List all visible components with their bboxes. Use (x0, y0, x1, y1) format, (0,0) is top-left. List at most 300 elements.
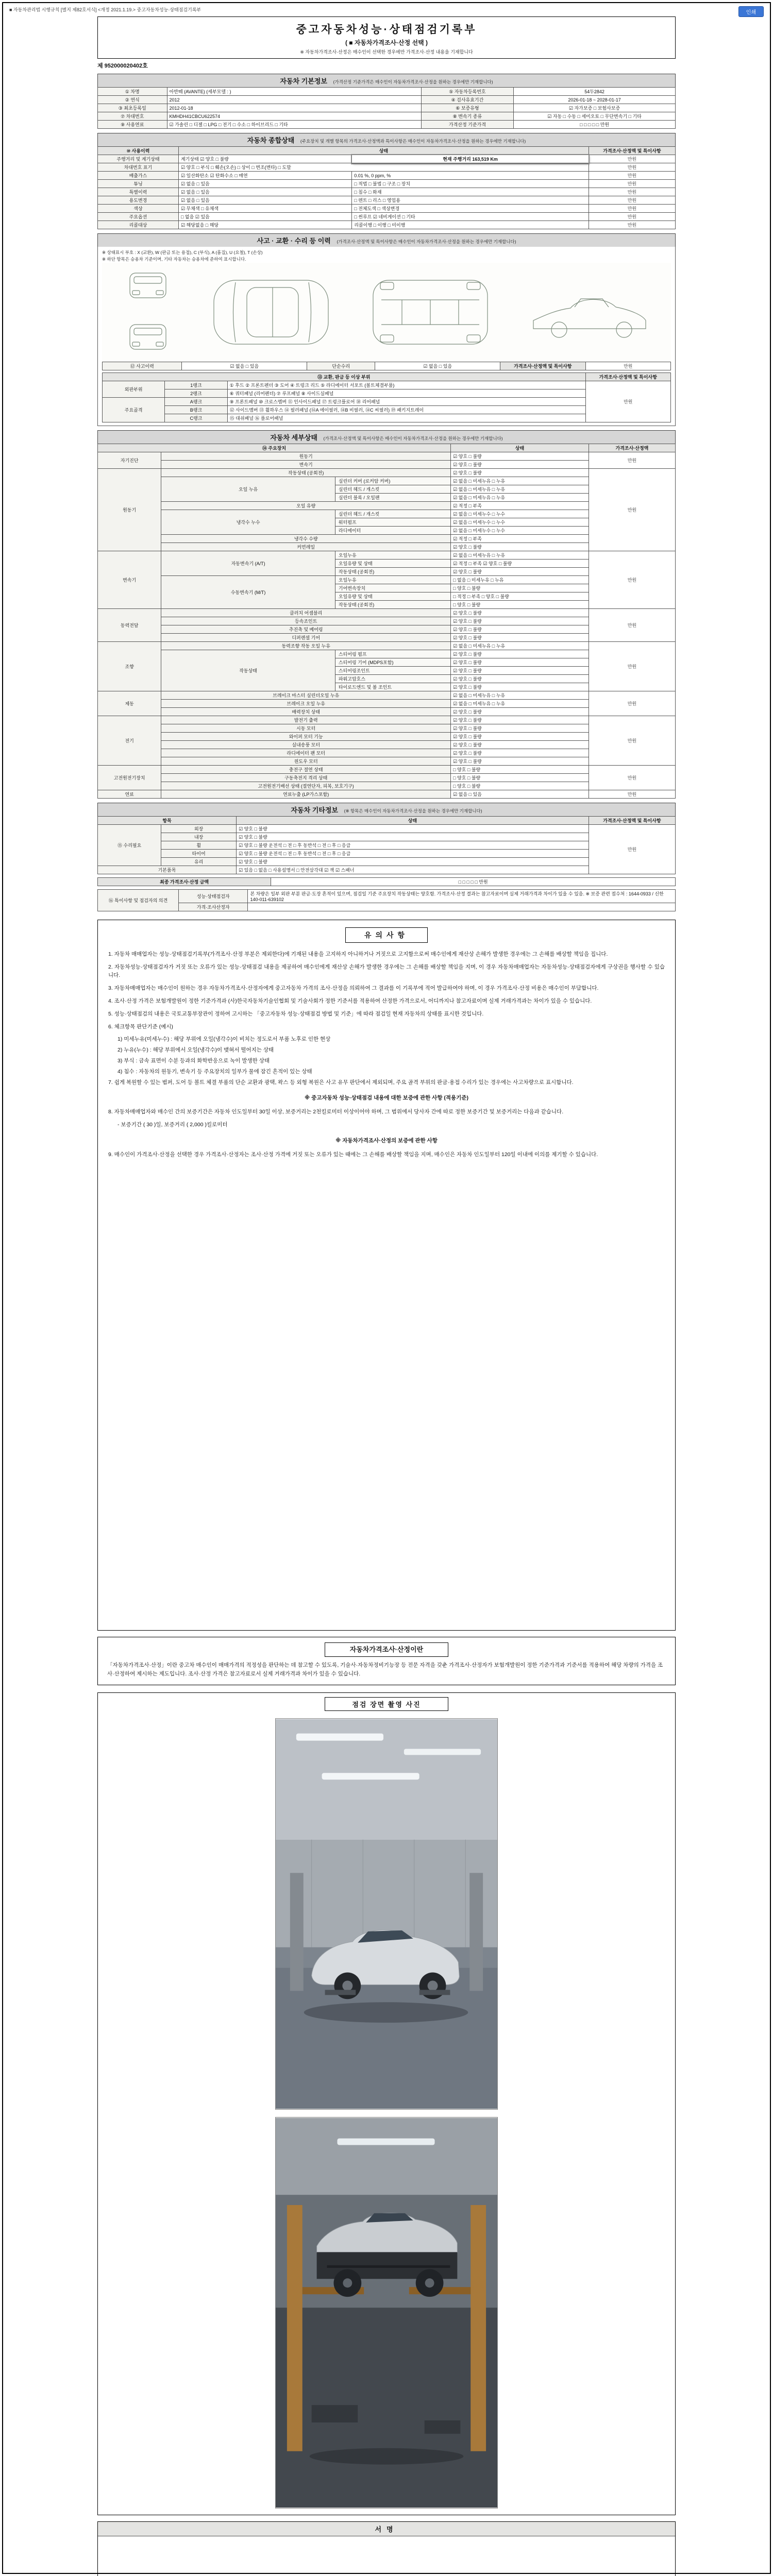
table-row (98, 716, 676, 724)
table-cell: 리콜이행 □ 이행 □ 미이행 (352, 221, 589, 229)
table-cell: 유리 (161, 857, 237, 866)
table-cell: □ 양호 □ 불량 (451, 600, 589, 608)
table-cell: ☑ 양호 □ 불량 운전석 □ 전 □ 후 동반석 □ 전 □ 후 □ 응급 (237, 841, 589, 849)
table-cell: 만원 (589, 213, 675, 221)
table-cell: ① 후드 ② 프론트펜더 ③ 도어 ④ 트렁크 리드 ⑤ 라디에이터 서포트 (볼트체결부품) (227, 381, 585, 389)
overall-condition-table (97, 146, 676, 229)
table-cell: ③ 최초등록일 (98, 104, 167, 112)
pricing-info-section (97, 1637, 676, 1685)
inspection-photos-section (97, 1692, 676, 2515)
notice-title: 유의사항 (345, 927, 428, 943)
inspection-photo-lift (275, 1718, 498, 2110)
table-cell: ☑ 양호 □ 불량 (451, 617, 589, 625)
table-cell: 브레이크 마스터 실린더오일 누유 (161, 691, 451, 699)
table-cell: ☑ 없음 □ 미세누유 □ 누유 (451, 477, 589, 485)
section-etc-title (97, 803, 676, 816)
table-cell: ☑ 양호 □ 불량 (451, 732, 589, 740)
table-row (98, 765, 676, 773)
car-side-view-diagram (525, 267, 654, 358)
photos-title: 점검 장면 촬영 사진 (325, 1697, 448, 1711)
form-reference-note: ■ 자동차관리법 시행규칙 [별지 제82호서식] <개정 2021.1.19.> 중고자동차성능·상태점검기록부 (9, 7, 201, 12)
table-cell: 자기진단 (98, 452, 161, 468)
table-cell: 아반떼 (AVANTE) (세부모델 : ) (167, 88, 421, 96)
table-cell: ☑ 양호 □ 불량 (237, 824, 589, 833)
table-cell: ☑ 없음 □ 있음 (178, 196, 351, 205)
table-cell: 조향 (98, 641, 161, 691)
notice-item: ※ 자동차가격조사·산정의 보증에 관한 사항 (335, 1137, 438, 1144)
car-top-view-diagram (207, 267, 335, 358)
top-bar (8, 5, 765, 16)
table-cell: ☑ 양호 □ 불량 (451, 716, 589, 724)
table-cell: 오일누유 (335, 551, 450, 559)
table-cell: 윈도우 모터 (161, 757, 451, 765)
table-cell: 만원 (589, 824, 675, 874)
table-cell: 타이어 (161, 849, 237, 857)
table-cell: 외장 (161, 824, 237, 833)
table-row (98, 121, 676, 129)
document-header (97, 16, 676, 59)
table-cell: ☑ 없음 □ 미세누유 □ 누유 (451, 551, 589, 559)
table-cell: 냉각수 누수 (161, 510, 335, 534)
table-cell: 특별이력 (98, 188, 179, 196)
section-basic-note: (가격산정 기준가격은 매수인이 자동차가격조사·산정을 원하는 경우에만 기재합니다) (333, 79, 493, 84)
section-detail-title (97, 430, 676, 444)
signature-section (97, 2521, 676, 2576)
table-cell: ☑ 무채색 □ 유채색 (178, 205, 351, 213)
table-cell: 0.01 %, 0 ppm, % (352, 172, 589, 180)
table-cell: ☑ 양호 □ 불량 (451, 543, 589, 551)
table-cell: 원동기 (161, 452, 451, 460)
table-row (98, 477, 676, 485)
table-cell: 오일유량 및 상태 (335, 592, 450, 600)
table-row (103, 372, 671, 381)
table-row (98, 889, 676, 903)
etc-info-table (97, 816, 676, 874)
table-cell: ☑ 자가보증 □ 보험사보증 (514, 104, 676, 112)
table-cell: ☑ 없음 □ 미세누유 □ 누유 (451, 691, 589, 699)
table-row (98, 163, 676, 172)
table-cell: 배출가스 (98, 172, 179, 180)
table-row (98, 510, 676, 518)
table-cell: ☑ 없음 □ 있음 (178, 188, 351, 196)
pricing-info-title: 자동차가격조사·산정이란 (325, 1642, 448, 1657)
table-cell: ☑ 가솔린 □ 디젤 □ LPG □ 전기 □ 수소 □ 하이브리드 □ 기타 (167, 121, 421, 129)
page-frame (2, 2, 771, 2574)
table-cell: 작동상태 (공회전) (335, 600, 450, 608)
notice-item: 1. 자동차 매매업자는 성능·상태점검기록부(가격조사·산정 부분은 제외한다)에 기재된 내용을 고지하지 아니하거나 거짓으로 고지함으로써 매수인에게 재산상 손해가 발생한 경우에는 그 손해를 배상할 책임을 집니다. (108, 951, 608, 957)
table-cell: 본 차량은 일부 외판 부분 판금·도장 흔적이 있으며, 점검일 기준 주요장치 작동상태는 양호함. 가격조사·산정 결과는 참고자료이며 실제 거래가격과 차이가 있을 수 있음. ※ 보증 관련 접수처 : 1644-0933 / 신한 140-011-639102 (248, 889, 676, 903)
table-cell: ☑ 양호 □ 불량 (451, 625, 589, 633)
notice-item: 3. 자동차매매업자는 매수인이 원하는 경우 자동차가격조사·산정자에게 중고자동차 가격의 조사·산정을 의뢰하여 그 결과를 이 기록부에 적어 발급하여야 하며, 이 경우 가격조사·산정 비용은 매수인이 부담합니다. (108, 985, 599, 992)
table-row (98, 104, 676, 112)
table-cell: 만원 (589, 205, 675, 213)
table-row (98, 849, 676, 857)
table-row (98, 633, 676, 641)
table-row (98, 112, 676, 121)
table-cell: 실린더 헤드 / 개스킷 (335, 510, 450, 518)
section-overall-title (97, 133, 676, 146)
table-cell: 오일 유량 (161, 501, 451, 510)
table-row (98, 221, 676, 229)
table-cell: 성능·상태점검자 (178, 889, 248, 903)
table-row (103, 414, 671, 422)
accident-history-table (102, 362, 671, 370)
table-row (98, 707, 676, 716)
table-cell: ⑯ 특이사항 및 점검자의 의견 (98, 889, 179, 911)
section-accident-note: (가격조사·산정액 및 특이사항은 매수인이 자동차가격조사·산정을 원하는 경우에만 기재합니다) (337, 239, 516, 244)
table-cell: 색상 (98, 205, 179, 213)
table-row (98, 732, 676, 740)
notice-item: 4) 침수 : 자동차의 원동기, 변속기 등 주요장치의 일부가 물에 잠긴 흔적이 있는 상태 (117, 1068, 312, 1075)
table-cell: ☑ 없음 □ 미세누유 □ 누유 (451, 699, 589, 707)
table-row (98, 740, 676, 749)
table-cell: 주행거리 및 계기상태 (98, 155, 179, 163)
table-cell: 만원 (589, 551, 675, 608)
table-row (98, 724, 676, 732)
table-cell: 내장 (161, 833, 237, 841)
table-cell: ⑮ 수리필요 (98, 824, 161, 866)
table-cell: 실린더 헤드 / 개스킷 (335, 485, 450, 493)
table-cell: 만원 (585, 381, 670, 422)
table-row (98, 691, 676, 699)
table-row (98, 501, 676, 510)
document-title: 중고자동차성능·상태점검기록부 (296, 24, 477, 36)
table-header-cell: 가격조사·산정액 및 특이사항 (589, 147, 675, 155)
table-cell: ④ 검사유효기간 (421, 96, 513, 104)
table-row (98, 782, 676, 790)
table-cell: 오일 누유 (161, 477, 335, 501)
table-cell: □ 썬루프 ☑ 네비게이션 □ 기타 (352, 213, 589, 221)
table-cell: ⑨ 프론트패널 ⑩ 크로스멤버 ⑪ 인사이드패널 ⑰ 트렁크플로어 ⑱ 리어패널 (227, 397, 585, 405)
table-header-cell: 상태 (237, 816, 589, 824)
table-cell: ☑ 없음 □ 미세누유 □ 누유 (451, 493, 589, 501)
table-cell: ☑ 양호 □ 불량 (451, 608, 589, 617)
table-cell: 변속기 (98, 551, 161, 608)
table-header-cell: 가격조사·산정액 및 특이사항 (500, 362, 585, 370)
table-row (98, 833, 676, 841)
table-row (98, 147, 676, 155)
table-cell: 고전원전기장치 (98, 765, 161, 790)
table-cell: 작동상태 (공회전) (335, 567, 450, 575)
section-etc-note: (※ 항목은 매수인이 자동차가격조사·산정을 원하는 경우에만 기재합니다) (344, 808, 482, 814)
table-row (103, 362, 671, 370)
basic-info-table (97, 87, 676, 129)
table-cell: 만원 (589, 716, 675, 765)
table-cell: □ 양호 □ 불량 (451, 765, 589, 773)
table-cell: ☑ 없음 □ 미세누수 □ 누수 (451, 518, 589, 526)
document-header-note: ※ 자동차가격조사·산정은 매수인이 선택한 경우에만 가격조사·산정 내용을 기재합니다 (300, 49, 473, 55)
table-cell: 작동상태 (161, 650, 335, 691)
table-cell: ☑ 양호 □ 불량 (451, 650, 589, 658)
table-cell: A랭크 (165, 397, 227, 405)
table-row (98, 877, 676, 886)
table-row (98, 824, 676, 833)
table-cell: ☑ 없음 □ 있음 (182, 362, 307, 370)
table-cell: 만원 (589, 163, 675, 172)
table-cell: 54두2842 (514, 88, 676, 96)
table-row (98, 641, 676, 650)
table-cell: □ □ □ □ □ 만원 (514, 121, 676, 129)
table-cell: ☑ 적정 □ 부족 ☑ 양호 □ 불량 (451, 559, 589, 567)
table-header-cell: 가격조사·산정액 및 특이사항 (585, 372, 670, 381)
table-cell: ☑ 양호 □ 불량 (451, 674, 589, 683)
table-row (98, 460, 676, 468)
table-row (98, 749, 676, 757)
table-cell: 용도변경 (98, 196, 179, 205)
table-cell: ☑ 있음 □ 없음 □ 사용설명서 □ 안전삼각대 ☑ 잭 ☑ 스패너 (237, 866, 589, 874)
table-header-cell: 가격조사·산정액 및 특이사항 (589, 816, 675, 824)
table-row (98, 790, 676, 798)
table-cell: ⑥ 쿼터패널 (리어펜더) ⑦ 루프패널 ⑧ 사이드실패널 (227, 389, 585, 397)
table-cell: 만원 (589, 468, 675, 551)
table-cell: 동력조향 작동 오일 누유 (161, 641, 451, 650)
table-cell: ⑨ 사용연료 (98, 121, 167, 129)
table-header-cell: 상태 (451, 444, 589, 452)
table-cell: ☑ 양호 □ 불량 (451, 468, 589, 477)
table-cell: 추진축 및 베어링 (161, 625, 451, 633)
table-cell: ☑ 양호 □ 불량 (451, 666, 589, 674)
table-cell: 만원 (589, 221, 675, 229)
car-front-rear-diagram (120, 267, 176, 358)
table-cell: 외판부위 (103, 381, 165, 397)
table-cell: 1랭크 (165, 381, 227, 389)
table-cell: 만원 (589, 172, 675, 180)
table-cell: ⑫ 사이드멤버 ⑬ 휠하우스 ⑭ 필러패널 (⑭A 에이필러, ⑭B 비필러, ⑭C 씨필러) ⑲ 패키지트레이 (227, 405, 585, 414)
table-row (103, 397, 671, 405)
table-cell: ☑ 일산화탄소 ☑ 탄화수소 □ 매연 (178, 172, 351, 180)
state-code-legend2: ※ 하단 항목은 승용차 기준이며, 기타 자동차는 승용차에 준하여 표시합니다. (102, 256, 246, 262)
table-cell: 클러치 어셈블리 (161, 608, 451, 617)
table-row (98, 444, 676, 452)
table-cell: 연료누출 (LP가스포함) (161, 790, 451, 798)
table-cell: 전기 (98, 716, 161, 765)
section-basic-label: 자동차 기본정보 (280, 77, 327, 85)
table-cell: ☑ 양호 □ 불량 (451, 658, 589, 666)
notice-item: 3) 부식 : 금속 표면이 수분 등과의 화학반응으로 녹이 발생한 상태 (117, 1058, 270, 1064)
table-cell: □ 전체도색 □ 색상변경 (352, 205, 589, 213)
table-cell: 라디에이터 팬 모터 (161, 749, 451, 757)
table-cell: 수동변속기 (M/T) (161, 575, 335, 608)
table-cell: 파워고압호스 (335, 674, 450, 683)
table-cell: ☑ 양호 □ 불량 (451, 749, 589, 757)
table-header-cell: 항목 (98, 816, 237, 824)
table-cell: □ 양호 □ 불량 (451, 773, 589, 782)
table-cell: 주요골격 (103, 397, 165, 422)
document (97, 16, 676, 2576)
table-cell: 만원 (589, 608, 675, 641)
table-row (98, 608, 676, 617)
table-cell: ⑧ 변속기 종류 (421, 112, 513, 121)
table-cell: □ □ □ □ □ 만원 (271, 877, 676, 886)
section-basic-title (97, 74, 676, 87)
table-row (103, 405, 671, 414)
table-cell: 가격·조사산정자 (178, 903, 248, 911)
table-cell: ② 연식 (98, 96, 167, 104)
table-cell: 와이퍼 모터 기능 (161, 732, 451, 740)
print-button[interactable]: 인쇄 (738, 6, 764, 17)
table-cell: ☑ 양호 □ 불량 (237, 833, 589, 841)
table-cell: 계기상태 ☑ 양호 □ 불량 (178, 155, 351, 163)
table-header-cell: 가격조사·산정액 (589, 444, 675, 452)
table-cell: 배력장치 상태 (161, 707, 451, 716)
table-cell: 현재 주행거리 163,519 Km (352, 155, 589, 163)
table-row (98, 196, 676, 205)
table-row (98, 534, 676, 543)
notice-item: 5. 성능·상태점검의 내용은 국토교통부장관이 정하여 고시하는 「중고자동차 성능·상태점검 방법 및 기준」에 따라 점검일 현재 자동차의 상태를 표시한 것입니다. (108, 1010, 484, 1017)
table-row (98, 866, 676, 874)
table-row (98, 617, 676, 625)
table-cell: ☑ 양호 □ 불량 운전석 □ 전 □ 후 동반석 □ 전 □ 후 □ 응급 (237, 849, 589, 857)
table-cell: 리콜대상 (98, 221, 179, 229)
table-cell: 기본품목 (98, 866, 237, 874)
table-cell: ⑮ 대쉬패널 ⑯ 플로어패널 (227, 414, 585, 422)
table-cell: 만원 (589, 452, 675, 468)
table-cell: 주요옵션 (98, 213, 179, 221)
table-cell: ☑ 양호 □ 불량 (451, 460, 589, 468)
table-cell: ☑ 양호 □ 불량 (237, 857, 589, 866)
table-cell: ☑ 없음 □ 미세누수 □ 누수 (451, 510, 589, 518)
table-header-cell: 최종 가격조사·산정 금액 (98, 877, 271, 886)
table-cell: 가격산정 기준가격 (421, 121, 513, 129)
table-cell: ☑ 해당없음 □ 해당 (178, 221, 351, 229)
table-cell: □ 양호 □ 불량 (451, 584, 589, 592)
table-cell: 시동 모터 (161, 724, 451, 732)
table-cell: 발전기 출력 (161, 716, 451, 724)
table-row (98, 213, 676, 221)
table-cell: 만원 (589, 641, 675, 691)
car-underbody-diagram (366, 267, 495, 358)
table-row (98, 88, 676, 96)
notice-section (97, 920, 676, 1631)
table-cell: 충전구 절연 상태 (161, 765, 451, 773)
table-cell: ☑ 없음 □ 있음 (375, 362, 500, 370)
table-cell: 실내송풍 모터 (161, 740, 451, 749)
table-cell: ☑ 없음 □ 미세누수 □ 누수 (451, 526, 589, 534)
table-cell: 커먼레일 (161, 543, 451, 551)
table-cell: ☑ 양호 □ 불량 (451, 633, 589, 641)
table-cell: 튜닝 (98, 180, 179, 188)
pricing-info-body: 「자동차가격조사·산정」이란 중고차 매수인이 매매가격의 적정성을 판단하는 데 참고할 수 있도록, 기술사·자동차정비기능장 등 전문 자격을 갖춘 가격조사·산정자가 보험개발원이 정한 기준가격과 기준서를 적용하여 해당 차량의 가격을 조사·산정하여 제시하는 제도입니다. 조사·산정 가격은 참고자료로서 실제 거래가격과 차이가 있을 수 있습니다. (107, 1662, 663, 1677)
table-cell: ⑦ 차대번호 (98, 112, 167, 121)
table-cell: □ 적정 □ 부족 □ 양호 □ 불량 (451, 592, 589, 600)
table-cell: 만원 (585, 362, 670, 370)
table-cell: 브레이크 오일 누유 (161, 699, 451, 707)
table-row (98, 841, 676, 849)
accident-diagram-box (97, 247, 676, 426)
table-cell: 2랭크 (165, 389, 227, 397)
table-header-cell: ⑬ 교환, 판금 등 이상 부위 (103, 372, 586, 381)
table-cell (248, 903, 676, 911)
table-cell: 작동상태 (공회전) (161, 468, 451, 477)
table-cell: ☑ 없음 □ 있음 (451, 790, 589, 798)
signature-area (98, 2536, 675, 2576)
table-cell: 변속기 (161, 460, 451, 468)
table-cell: ☑ 양호 □ 불량 (451, 757, 589, 765)
table-cell: 실린더 블록 / 오일팬 (335, 493, 450, 501)
table-cell: 자동변속기 (A/T) (161, 551, 335, 575)
table-row (98, 625, 676, 633)
table-header-cell: ⑭ 주요장치 (98, 444, 451, 452)
notice-item: 8. 자동차매매업자와 매수인 간의 보증기간은 자동차 인도일부터 30일 이상, 보증거리는 2천킬로미터 이상이어야 하며, 그 범위에서 당사자 간에 따로 정한 보증기간 및 보증거리는 다음과 같습니다. (108, 1109, 564, 1115)
table-cell: 만원 (589, 790, 675, 798)
table-cell: ☑ 양호 □ 불량 (451, 707, 589, 716)
table-cell: □ 침수 □ 화재 (352, 188, 589, 196)
table-row (98, 188, 676, 196)
detail-condition-table (97, 444, 676, 799)
table-cell: 스티어링조인트 (335, 666, 450, 674)
table-cell: □ 적법 □ 불법 □ 구조 □ 장치 (352, 180, 589, 188)
table-cell: ☑ 없음 □ 미세누유 □ 누유 (451, 641, 589, 650)
table-row (98, 650, 676, 658)
table-cell: ☑ 적정 □ 부족 (451, 534, 589, 543)
notice-item: 6. 체크항목 판단기준 (예시) (108, 1023, 173, 1030)
table-header-cell: 상태 (178, 147, 589, 155)
notice-item: 7. 쉽게 복원할 수 있는 범퍼, 도어 등 볼트 체결 부품의 단순 교환과 광택, 왁스 등 외형 복원은 사고 유무 판단에서 제외되며, 주요 골격 부위의 판금·용접 수리가 있는 경우에는 사고차량으로 표시합니다. (108, 1079, 574, 1086)
signature-title: 서명 (98, 2522, 675, 2536)
table-cell: ☑ 자동 □ 수동 □ 세미오토 □ 무단변속기 □ 기타 (514, 112, 676, 121)
table-cell: ☑ 양호 □ 불량 (451, 567, 589, 575)
table-cell: ☑ 없음 □ 있음 (178, 180, 351, 188)
table-row (98, 468, 676, 477)
table-row (103, 381, 671, 389)
table-cell: 2012 (167, 96, 421, 104)
table-row (98, 903, 676, 911)
table-cell: □ 없음 □ 미세누유 □ 누유 (451, 575, 589, 584)
table-cell: 2026-01-18 ~ 2028-01-17 (514, 96, 676, 104)
table-cell: ⑫ 사고이력 (103, 362, 182, 370)
table-row (103, 389, 671, 397)
table-cell: 디퍼렌셜 기어 (161, 633, 451, 641)
table-cell: 만원 (589, 188, 675, 196)
document-number: 제 952000020402호 (97, 63, 148, 69)
table-cell: 고전원전기배선 상태 (절연단자, 피복, 보호기구) (161, 782, 451, 790)
table-cell: □ 양호 □ 불량 (451, 782, 589, 790)
table-cell: 2012-01-18 (167, 104, 421, 112)
table-row (98, 543, 676, 551)
table-row (98, 452, 676, 460)
table-cell: 라디에이터 (335, 526, 450, 534)
section-detail-note: (가격조사·산정액 및 특이사항은 매수인이 자동차가격조사·산정을 원하는 경우에만 기재합니다) (323, 435, 503, 441)
table-cell: 원동기 (98, 468, 161, 551)
table-cell: ☑ 양호 □ 불량 (451, 452, 589, 460)
table-cell: 만원 (589, 155, 675, 163)
table-row (98, 757, 676, 765)
table-cell: 만원 (589, 196, 675, 205)
state-code-legend: ※ 상태표시 부호 : X (교환), W (판금 또는 용접), C (부식), A (흠집), U (요철), T (손상) (102, 250, 263, 255)
table-cell: □ 렌트 □ 리스 □ 영업용 (352, 196, 589, 205)
table-cell: ☑ 양호 □ 부식 □ 훼손(오손) □ 상이 □ 변조(변타) □ 도말 (178, 163, 589, 172)
table-cell: ⑥ 보증유형 (421, 104, 513, 112)
table-row (98, 773, 676, 782)
notice-item: 4. 조사·산정 가격은 보험개발원이 정한 기준가격과 (사)한국자동차기술인협회 및 기술사회가 정한 기준서를 적용하여 산정한 가격으로서, 어디까지나 참고자료이며 실제 거래가격과는 차이가 있을 수 있습니다. (108, 998, 592, 1005)
section-etc-label: 자동차 기타정보 (291, 806, 338, 814)
table-cell: 오일유량 및 상태 (335, 559, 450, 567)
table-row (98, 155, 676, 163)
table-cell: 구동축전지 격리 상태 (161, 773, 451, 782)
panel-rank-table (102, 372, 671, 422)
notice-item: 2) 누유(누수) : 해당 부위에서 오일(냉각수)이 맺혀서 떨어지는 상태 (117, 1047, 274, 1054)
table-header-cell: ⑩ 사용이력 (98, 147, 179, 155)
table-cell: C랭크 (165, 414, 227, 422)
table-row (98, 180, 676, 188)
table-cell: 휠 (161, 841, 237, 849)
table-cell: 단순수리 (307, 362, 375, 370)
notice-item: ※ 중고자동차 성능·상태점검 내용에 대한 보증에 관한 사항 (적용기준) (305, 1095, 468, 1101)
document-subtitle: ( ■ 자동차가격조사·산정 선택 ) (345, 39, 428, 46)
table-row (98, 857, 676, 866)
section-overall-label: 자동차 종합상태 (247, 137, 295, 144)
table-cell: ☑ 양호 □ 불량 (451, 724, 589, 732)
